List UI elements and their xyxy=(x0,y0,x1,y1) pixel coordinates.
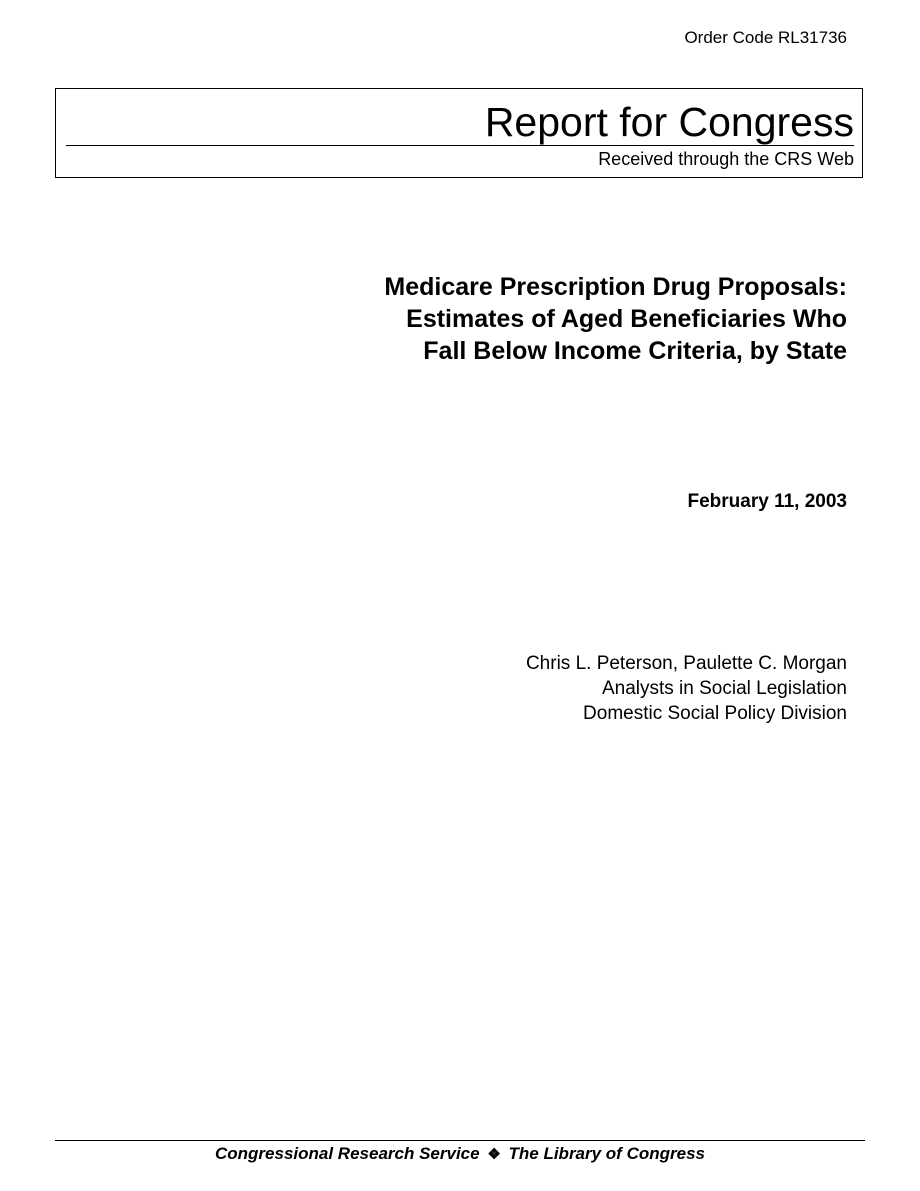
footer-divider xyxy=(55,1140,865,1141)
author-names: Chris L. Peterson, Paulette C. Morgan xyxy=(525,653,847,674)
title-line: Estimates of Aged Beneficiaries Who xyxy=(406,305,847,333)
footer xyxy=(0,1143,920,1166)
author-role: Analysts in Social Legislation xyxy=(601,678,847,699)
title-line: Medicare Prescription Drug Proposals: xyxy=(384,273,847,301)
footer-library: The Library of Congress xyxy=(508,1144,705,1163)
report-subtitle: Received through the CRS Web xyxy=(598,149,854,169)
author-division: Domestic Social Policy Division xyxy=(583,703,847,724)
diamond-separator-icon: ❖ xyxy=(487,1146,501,1163)
report-header-box xyxy=(55,88,863,178)
footer-organization: Congressional Research Service xyxy=(215,1144,480,1163)
order-code: Order Code RL31736 xyxy=(684,28,847,47)
title-line: Fall Below Income Criteria, by State xyxy=(423,337,847,365)
document-title xyxy=(384,271,847,367)
header-divider xyxy=(66,145,854,146)
report-title: Report for Congress xyxy=(484,99,854,145)
document-date: February 11, 2003 xyxy=(687,491,847,512)
author-block xyxy=(526,651,847,726)
